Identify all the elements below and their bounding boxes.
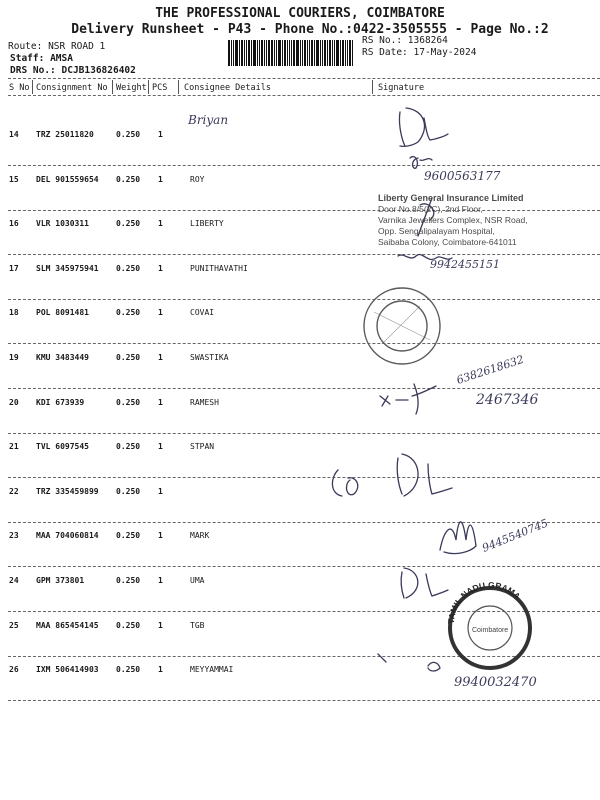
barcode-bar — [253, 40, 256, 66]
route-label: Route: — [8, 41, 43, 52]
barcode-bar — [347, 40, 348, 66]
drs-value: DCJB136826402 — [61, 65, 136, 76]
route-info — [8, 41, 105, 52]
row-divider — [8, 522, 600, 523]
tamilnadu-stamp — [446, 580, 530, 668]
company-title: THE PROFESSIONAL COURIERS, COIMBATORE — [155, 6, 445, 21]
handwritten-phone: 9600563177 — [424, 169, 501, 183]
handwritten-phone: 9445540745 — [480, 516, 551, 555]
row-weight: 0.250 — [116, 398, 141, 407]
handwritten-number: 2467346 — [476, 392, 539, 408]
signature-mark — [401, 568, 448, 598]
handwritten-phone: 9940032470 — [454, 675, 537, 690]
handwritten-phone: 9942455151 — [430, 258, 500, 271]
col-header-signature: Signature — [378, 83, 425, 93]
row-weight: 0.250 — [116, 353, 141, 362]
barcode-bar — [268, 40, 270, 66]
row-sno: 22 — [9, 487, 19, 496]
row-consignment-no: MAA 865454145 — [36, 621, 99, 630]
row-consignee: PUNITHAVATHI — [190, 264, 248, 273]
barcode-bar — [241, 40, 243, 66]
row-weight: 0.250 — [116, 487, 141, 496]
barcode-bar — [334, 40, 335, 66]
barcode-bar — [311, 40, 313, 66]
rs-no-label: RS No.: — [362, 35, 403, 46]
barcode-bar — [284, 40, 286, 66]
row-divider — [8, 433, 600, 434]
row-weight: 0.250 — [116, 219, 141, 228]
barcode-bar — [289, 40, 290, 66]
barcode-bar — [324, 40, 326, 66]
row-consignment-no: TRZ 25011820 — [36, 130, 94, 139]
row-consignee: COVAI — [190, 308, 215, 317]
signature-mark — [440, 522, 476, 554]
row-weight: 0.250 — [116, 308, 141, 317]
barcode-bar — [266, 40, 267, 66]
signature-mark — [410, 157, 432, 169]
barcode-bar — [251, 40, 252, 66]
row-pcs: 1 — [158, 487, 163, 496]
barcode-bar — [300, 40, 301, 66]
signature-mark — [418, 198, 434, 236]
row-divider — [8, 343, 600, 344]
row-consignee: MARK — [190, 531, 210, 540]
row-sno: 15 — [9, 175, 19, 184]
row-consignment-no: POL 8091481 — [36, 308, 89, 317]
barcode-bar — [261, 40, 263, 66]
col-header-consignment: Consignment No — [36, 83, 108, 93]
row-consignment-no: DEL 901559654 — [36, 175, 99, 184]
col-divider — [112, 80, 113, 94]
row-pcs: 1 — [158, 621, 163, 630]
barcode-bar — [293, 40, 295, 66]
barcode-bar — [274, 40, 275, 66]
row-pcs: 1 — [158, 353, 163, 362]
runsheet-title: Delivery Runsheet - P43 - Phone No.:0422-3505555 - Page No.:2 — [71, 22, 549, 37]
header-top-rule — [8, 78, 600, 79]
rs-date — [362, 47, 476, 58]
barcode-bar — [342, 40, 344, 66]
svg-text:Door No.8/5(2C), 2nd Floor,: Door No.8/5(2C), 2nd Floor, — [378, 204, 483, 214]
barcode-bar — [248, 40, 250, 66]
row-sno: 24 — [9, 576, 19, 585]
row-pcs: 1 — [158, 398, 163, 407]
row-divider — [8, 210, 600, 211]
col-header-weight: Weight — [116, 83, 147, 93]
barcode-bar — [228, 40, 230, 66]
barcode-bar — [316, 40, 319, 66]
drs-label: DRS No.: — [10, 65, 56, 76]
barcode-bar — [244, 40, 245, 66]
row-weight: 0.250 — [116, 665, 141, 674]
barcode-bar — [304, 40, 306, 66]
barcode-bar — [264, 40, 265, 66]
row-sno: 19 — [9, 353, 19, 362]
barcode-bar — [307, 40, 308, 66]
row-pcs: 1 — [158, 308, 163, 317]
row-consignee: LIBERTY — [190, 219, 224, 228]
barcode-bar — [239, 40, 240, 66]
svg-text:Opp. Sengalipalayam Hospital,: Opp. Sengalipalayam Hospital, — [378, 226, 495, 236]
barcode-bar — [314, 40, 315, 66]
rs-number — [362, 35, 448, 46]
svg-text:Liberty General Insurance Limi: Liberty General Insurance Limited — [378, 193, 524, 203]
svg-text:Saibaba Colony, Coimbatore-641: Saibaba Colony, Coimbatore-641011 — [378, 237, 517, 247]
row-sno: 17 — [9, 264, 19, 273]
row-consignment-no: TRZ 335459899 — [36, 487, 99, 496]
rs-no-value: 1368264 — [407, 35, 448, 46]
barcode-bar — [296, 40, 299, 66]
row-consignment-no: MAA 704060814 — [36, 531, 99, 540]
barcode-bar — [349, 40, 351, 66]
row-weight: 0.250 — [116, 175, 141, 184]
rs-date-value: 17-May-2024 — [413, 47, 477, 58]
barcode-bar — [257, 40, 258, 66]
barcode-bar — [329, 40, 331, 66]
col-divider — [372, 80, 373, 94]
row-sno: 16 — [9, 219, 19, 228]
row-consignment-no: TVL 6097545 — [36, 442, 89, 451]
row-pcs: 1 — [158, 130, 163, 139]
barcode-bar — [259, 40, 260, 66]
barcode — [228, 40, 354, 66]
barcode-bar — [235, 40, 238, 66]
row-divider — [8, 477, 600, 478]
signature-mark — [399, 108, 448, 146]
barcode-bar — [322, 40, 323, 66]
row-consignee: RAMESH — [190, 398, 219, 407]
signature-mark — [332, 454, 452, 496]
col-header-sno: S No — [9, 83, 30, 93]
staff-info — [10, 53, 73, 64]
row-divider — [8, 611, 600, 612]
barcode-bar — [309, 40, 310, 66]
barcode-bar — [336, 40, 339, 66]
row-consignment-no: KMU 3483449 — [36, 353, 89, 362]
barcode-bar — [340, 40, 341, 66]
row-divider — [8, 388, 600, 389]
col-divider — [32, 80, 33, 94]
row-consignee: SWASTIKA — [190, 353, 229, 362]
row-pcs: 1 — [158, 175, 163, 184]
barcode-bar — [345, 40, 346, 66]
barcode-bar — [327, 40, 328, 66]
rs-date-label: RS Date: — [362, 47, 408, 58]
staff-value: AMSA — [50, 53, 73, 64]
row-pcs: 1 — [158, 576, 163, 585]
svg-text:Varnika Jewellers Complex, NSR: Varnika Jewellers Complex, NSR Road, — [378, 215, 528, 225]
row-sno: 18 — [9, 308, 19, 317]
barcode-bar — [246, 40, 247, 66]
row-sno: 14 — [9, 130, 19, 139]
row-divider — [8, 656, 600, 657]
row-pcs: 1 — [158, 264, 163, 273]
row-consignment-no: KDI 673939 — [36, 398, 85, 407]
barcode-bar — [352, 40, 353, 66]
barcode-bar — [320, 40, 321, 66]
row-sno: 21 — [9, 442, 19, 451]
row-weight: 0.250 — [116, 130, 141, 139]
row-pcs: 1 — [158, 665, 163, 674]
row-consignee: UMA — [190, 576, 205, 585]
barcode-bar — [287, 40, 288, 66]
row-weight: 0.250 — [116, 531, 141, 540]
col-header-consignee: Consignee Details — [184, 83, 271, 93]
row-consignment-no: GPM 373801 — [36, 576, 85, 585]
row-consignment-no: VLR 1030311 — [36, 219, 89, 228]
row-sno: 26 — [9, 665, 19, 674]
row-consignee: STPAN — [190, 442, 215, 451]
header-bottom-rule — [8, 95, 600, 96]
row-weight: 0.250 — [116, 264, 141, 273]
col-divider — [178, 80, 179, 94]
row-consignee: MEYYAMMAI — [190, 665, 234, 674]
row-consignee: ROY — [190, 175, 205, 184]
row-weight: 0.250 — [116, 576, 141, 585]
row-pcs: 1 — [158, 219, 163, 228]
col-header-pcs: PCS — [152, 83, 168, 93]
row-divider — [8, 566, 600, 567]
route-value: NSR ROAD 1 — [48, 41, 106, 52]
barcode-bar — [278, 40, 281, 66]
row-weight: 0.250 — [116, 442, 141, 451]
row-consignment-no: SLM 345975941 — [36, 264, 99, 273]
barcode-bar — [233, 40, 234, 66]
barcode-bar — [271, 40, 273, 66]
row-pcs: 1 — [158, 531, 163, 540]
handwritten-name: Briyan — [188, 113, 229, 127]
svg-text:Coimbatore: Coimbatore — [472, 627, 509, 634]
row-consignment-no: IXM 506414903 — [36, 665, 99, 674]
barcode-bar — [276, 40, 277, 66]
row-consignee: TGB — [190, 621, 205, 630]
staff-label: Staff: — [10, 53, 45, 64]
barcode-bar — [291, 40, 292, 66]
row-divider — [8, 165, 600, 166]
row-pcs: 1 — [158, 442, 163, 451]
row-sno: 25 — [9, 621, 19, 630]
row-divider — [8, 700, 600, 701]
row-sno: 23 — [9, 531, 19, 540]
barcode-bar — [302, 40, 303, 66]
barcode-bar — [282, 40, 283, 66]
handwritten-phone: 6382618632 — [454, 352, 526, 387]
barcode-bar — [231, 40, 232, 66]
row-divider — [8, 299, 600, 300]
row-sno: 20 — [9, 398, 19, 407]
col-divider — [148, 80, 149, 94]
row-divider — [8, 254, 600, 255]
liberty-stamp — [378, 193, 528, 247]
signature-mark — [398, 254, 452, 259]
barcode-bar — [332, 40, 333, 66]
drs-info — [10, 65, 136, 76]
row-weight: 0.250 — [116, 621, 141, 630]
svg-text:TAMIL NADU GRAMA: TAMIL NADU GRAMA — [445, 579, 523, 625]
